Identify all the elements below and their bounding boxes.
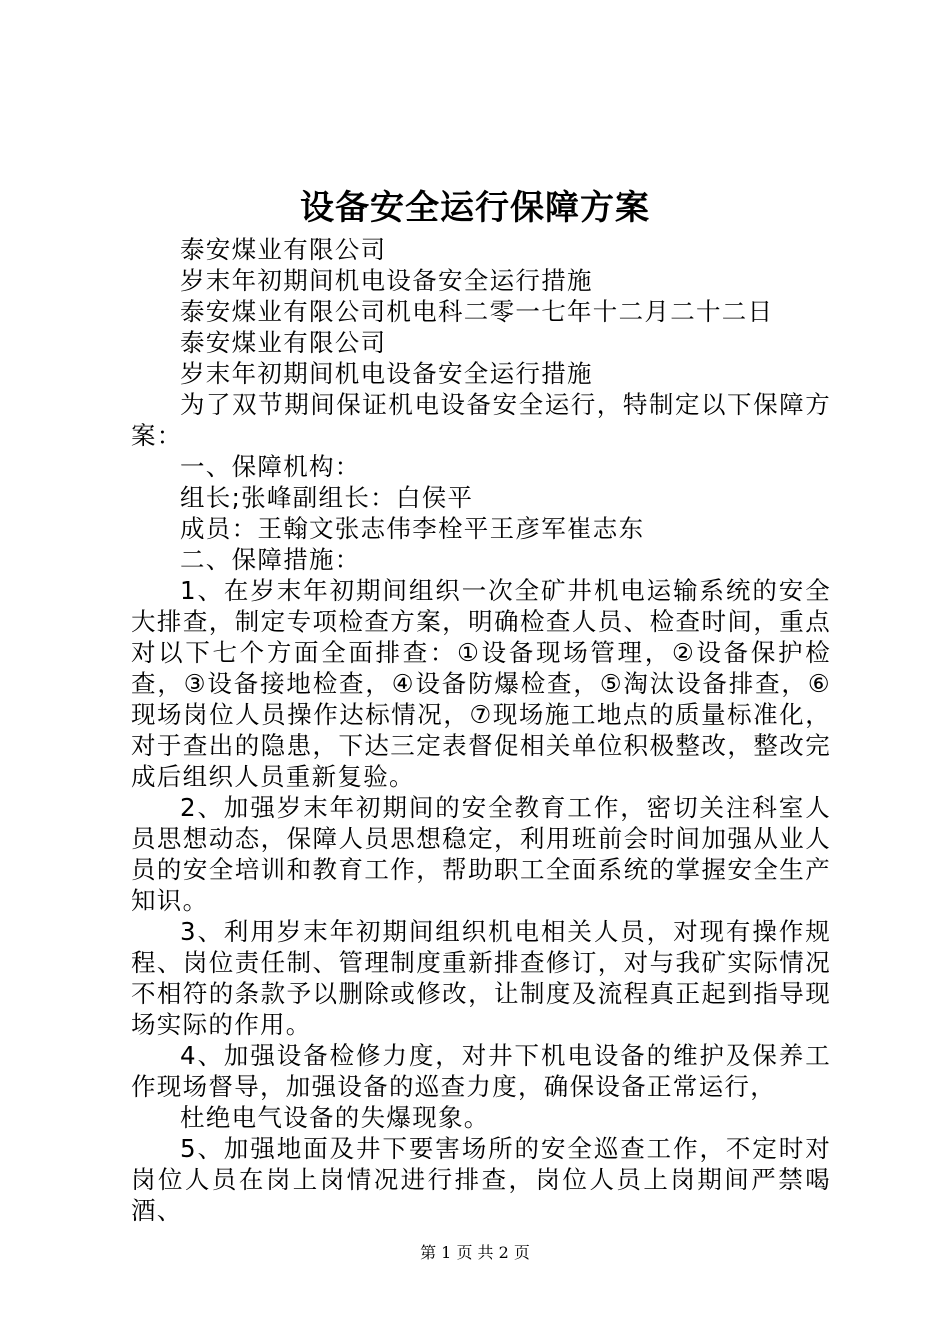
paragraph: 泰安煤业有限公司	[180, 235, 387, 264]
paragraph: 杜绝电气设备的失爆现象。	[180, 1103, 490, 1132]
paragraph: 泰安煤业有限公司机电科二零一七年十二月二十二日	[180, 297, 774, 326]
paragraph: 成员：王翰文张志伟李栓平王彦军崔志东	[180, 514, 645, 543]
paragraph: 岁末年初期间机电设备安全运行措施	[180, 359, 593, 388]
section-heading: 一、保障机构：	[180, 452, 361, 481]
document-title: 设备安全运行保障方案	[300, 188, 650, 228]
paragraph: 组长;张峰副组长：白侯平	[180, 483, 474, 512]
paragraph: 1、在岁末年初期间组织一次全矿井机电运输系统的安全大排查，制定专项检查方案，明确检查人员、检查时间，重点对以下七个方面全面排查：①设备现场管理，②设备保护检查，③设备接地检查，④设备防爆检查，⑤淘汰设备排查，⑥现场岗位人员操作达标情况，⑦现场施工地点的质量标准化，对于查出的隐患，下达三定表督促相关单位积极整改，整改完成后组织人员重新复验。	[131, 576, 831, 791]
paragraph: 5、加强地面及井下要害场所的安全巡查工作，不定时对岗位人员在岗上岗情况进行排查，岗位人员上岗期间严禁喝酒、	[131, 1134, 831, 1225]
paragraph: 岁末年初期间机电设备安全运行措施	[180, 266, 593, 295]
paragraph: 为了双节期间保证机电设备安全运行，特制定以下保障方案：	[131, 390, 831, 450]
section-heading: 二、保障措施：	[180, 545, 361, 574]
paragraph: 泰安煤业有限公司	[180, 328, 387, 357]
document-body	[131, 234, 831, 1226]
paragraph: 2、加强岁末年初期间的安全教育工作，密切关注科室人员思想动态，保障人员思想稳定，利用班前会时间加强从业人员的安全培训和教育工作，帮助职工全面系统的掌握安全生产知识。	[131, 793, 831, 915]
page-footer: 第 1 页 共 2 页	[420, 1243, 530, 1262]
paragraph: 3、利用岁末年初期间组织机电相关人员，对现有操作规程、岗位责任制、管理制度重新排查修订，对与我矿实际情况不相符的条款予以删除或修改，让制度及流程真正起到指导现场实际的作用。	[131, 917, 831, 1039]
paragraph: 4、加强设备检修力度，对井下机电设备的维护及保养工作现场督导，加强设备的巡查力度，确保设备正常运行，	[131, 1041, 831, 1101]
